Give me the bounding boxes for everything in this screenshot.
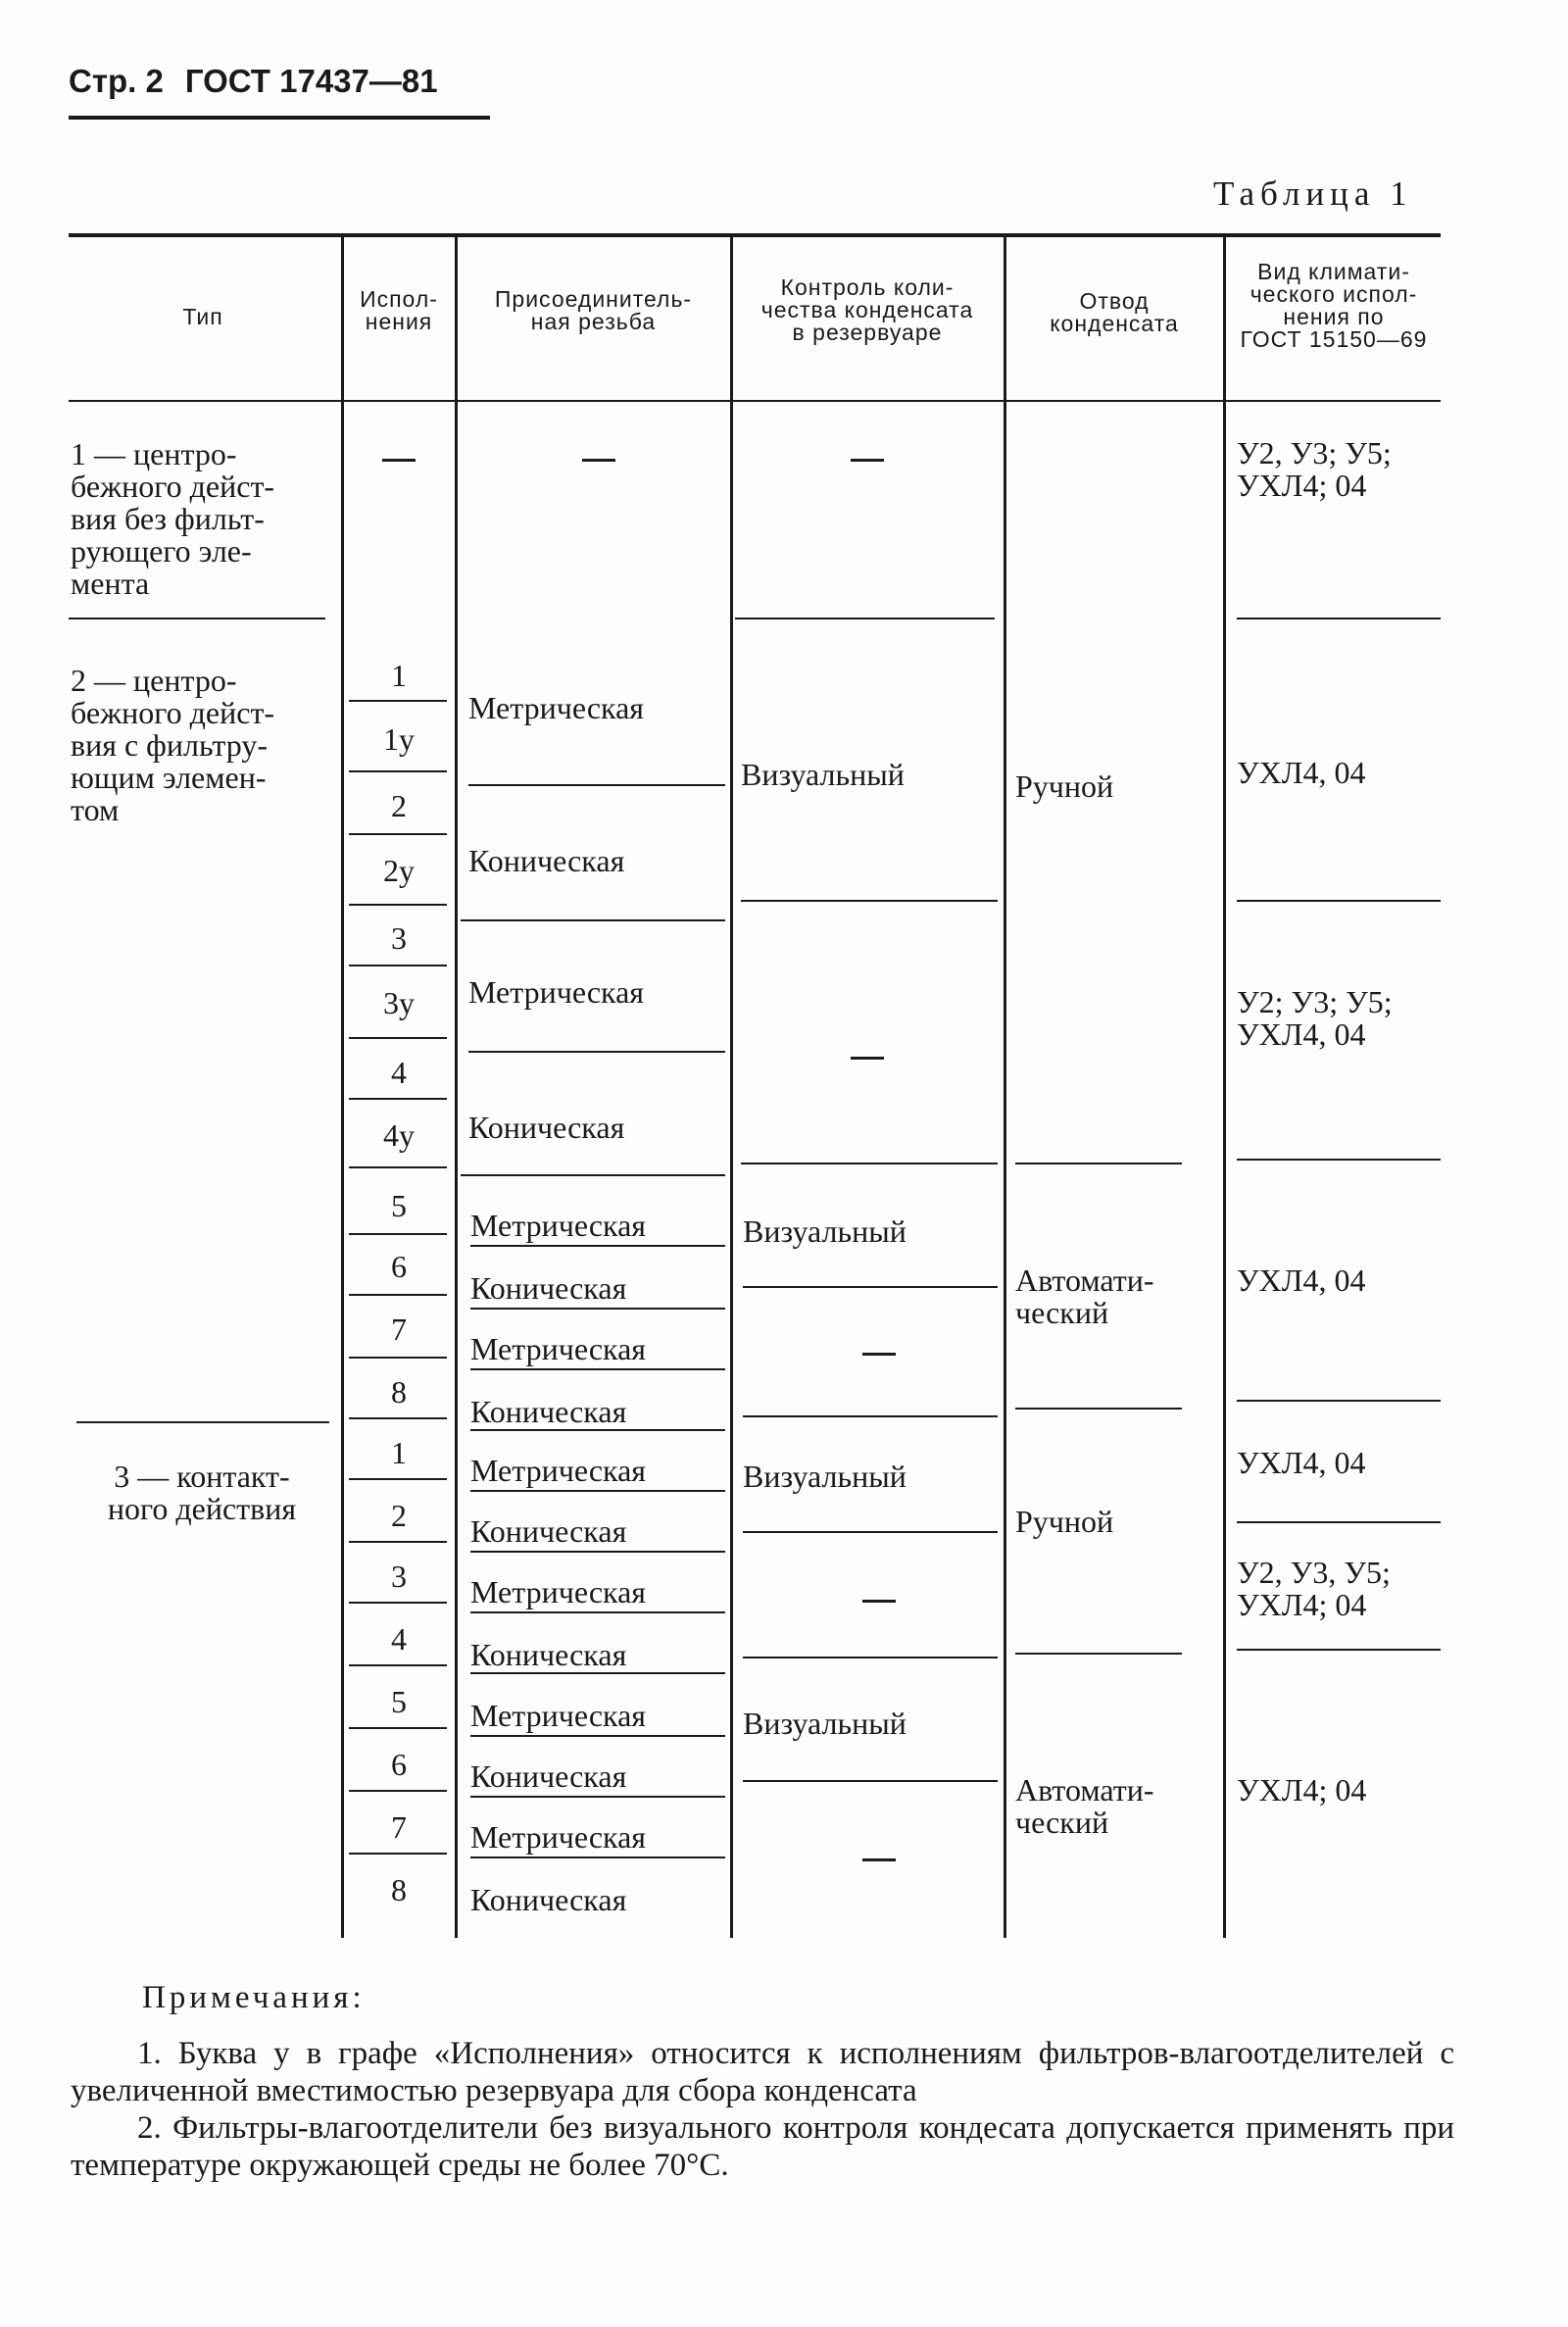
row-rule	[1237, 1521, 1441, 1523]
version-cell: 6	[391, 1249, 407, 1284]
climate-cell: УХЛ4, 04	[1237, 755, 1366, 790]
climate-cell: УХЛ4, 04	[1237, 1445, 1366, 1480]
row-rule	[349, 833, 447, 835]
control-cell: Визуальный	[743, 1459, 906, 1494]
row-rule	[349, 1294, 447, 1296]
row-rule	[470, 1245, 725, 1247]
row-rule	[349, 904, 447, 906]
version-cell: 2	[391, 1498, 407, 1533]
page-header	[69, 63, 460, 100]
dash-mark	[862, 1600, 896, 1603]
version-cell: 2	[391, 788, 407, 823]
row-rule	[349, 1233, 447, 1235]
row-rule	[470, 1672, 725, 1674]
row-rule	[349, 1853, 447, 1855]
version-cell: 4	[391, 1055, 407, 1090]
version-cell: 7	[391, 1809, 407, 1845]
row-rule	[1237, 1649, 1441, 1651]
col-header-drain: Отвод конденсата	[1050, 288, 1179, 336]
control-cell: Визуальный	[743, 1213, 906, 1249]
drain-cell: Автомати- ческий	[1015, 1263, 1154, 1330]
row-rule	[470, 1796, 725, 1798]
dash-mark	[862, 1858, 896, 1861]
version-cell: 2у	[383, 853, 415, 888]
dash-mark	[851, 459, 884, 462]
row-rule	[349, 1664, 447, 1666]
version-cell: 5	[391, 1684, 407, 1719]
drain-cell: Ручной	[1015, 1504, 1114, 1539]
row-rule	[76, 1421, 329, 1423]
version-cell: 5	[391, 1188, 407, 1223]
row-rule	[741, 1163, 998, 1164]
row-rule	[1237, 618, 1441, 619]
type-2-label: 2 — центро- бежного дейст- вия с фильтру- ющим элемен- том	[71, 663, 275, 827]
row-rule	[1237, 1159, 1441, 1161]
col-header-version: Испол- нения	[360, 286, 438, 334]
row-rule	[470, 1368, 725, 1370]
row-rule	[470, 1429, 725, 1431]
col-separator	[455, 237, 458, 1938]
thread-cell: Коническая	[470, 1394, 627, 1429]
climate-cell: УХЛ4; 04	[1237, 1772, 1367, 1807]
header-rule	[69, 116, 490, 120]
row-rule	[349, 1541, 447, 1543]
thread-cell: Метрическая	[470, 1453, 647, 1488]
thread-cell: Коническая	[470, 1882, 627, 1917]
col-separator	[1004, 237, 1006, 1938]
climate-cell: У2; У3; У5; УХЛ4, 04	[1237, 984, 1393, 1052]
row-rule	[349, 1037, 447, 1039]
row-rule	[349, 770, 447, 772]
row-rule	[735, 618, 995, 619]
thread-cell: Коническая	[468, 1110, 625, 1145]
col-header-thread: Присоединитель- ная резьба	[494, 286, 693, 334]
row-rule	[743, 1415, 998, 1417]
note-item: 1. Буква у в графе «Исполнения» относится к исполнениям фильтров-влагоотделителей с увеличенной вместимостью резервуара для сбора конденсата	[71, 2036, 1454, 2108]
col-separator	[1223, 237, 1226, 1938]
thread-cell: Коническая	[470, 1758, 627, 1794]
thread-cell: Метрическая	[470, 1208, 647, 1243]
note-item: 2. Фильтры-влагоотделители без визуального контроля кондесата допускается применять при температуре окружающей среды не более 70°С.	[71, 2110, 1454, 2183]
row-rule	[349, 1478, 447, 1480]
table-caption: Таблица 1	[1213, 174, 1413, 213]
row-rule	[468, 784, 725, 786]
row-rule	[461, 919, 725, 921]
version-cell: 8	[391, 1872, 407, 1907]
row-rule	[743, 1780, 998, 1782]
row-rule	[69, 618, 325, 619]
drain-cell: Ручной	[1015, 768, 1114, 804]
table-top-rule	[69, 233, 1441, 237]
drain-cell: Автомати- ческий	[1015, 1772, 1154, 1840]
row-rule	[468, 1051, 725, 1053]
climate-cell: УХЛ4, 04	[1237, 1263, 1366, 1298]
version-cell: 1	[391, 1435, 407, 1470]
version-cell: 4	[391, 1621, 407, 1657]
version-cell: 6	[391, 1747, 407, 1782]
version-cell: 1у	[383, 721, 415, 757]
version-cell: 3у	[383, 985, 415, 1020]
type-1-label: 1 — центро- бежного дейст- вия без фильт- рующего эле- мента	[71, 436, 275, 601]
version-cell: 7	[391, 1312, 407, 1347]
thread-cell: Метрическая	[468, 974, 645, 1010]
version-cell: 8	[391, 1374, 407, 1410]
thread-cell: Метрическая	[468, 690, 645, 725]
col-header-control: Контроль коли- чества конденсата в резервуаре	[760, 274, 974, 345]
thread-cell: Метрическая	[470, 1819, 647, 1855]
row-rule	[1015, 1408, 1182, 1410]
row-rule	[349, 1602, 447, 1604]
row-rule	[470, 1735, 725, 1737]
col-header-climate: Вид климати- ческого испол- нения по ГОСТ 15150—69	[1240, 259, 1428, 352]
thread-cell: Метрическая	[470, 1574, 647, 1609]
version-cell: 1	[391, 658, 407, 693]
row-rule	[349, 1727, 447, 1729]
thread-cell: Коническая	[470, 1270, 627, 1306]
col-header-type: Тип	[182, 304, 223, 329]
control-cell: Визуальный	[743, 1706, 906, 1741]
row-rule	[1237, 1400, 1441, 1402]
standard-number: ГОСТ 17437—81	[184, 63, 438, 99]
type-3-label: 3 — контакт- ного действия	[107, 1459, 297, 1526]
climate-cell: У2, У3, У5; УХЛ4; 04	[1237, 1555, 1391, 1622]
row-rule	[1015, 1653, 1182, 1655]
row-rule	[743, 1531, 998, 1533]
thread-cell: Коническая	[470, 1513, 627, 1549]
row-rule	[470, 1308, 725, 1310]
row-rule	[470, 1611, 725, 1613]
page-number: Стр. 2	[69, 63, 164, 99]
version-cell: 4у	[383, 1117, 415, 1153]
row-rule	[743, 1286, 998, 1288]
thread-cell: Метрическая	[470, 1331, 647, 1366]
row-rule	[349, 1357, 447, 1359]
version-cell: 3	[391, 1559, 407, 1594]
version-cell: 3	[391, 920, 407, 956]
thread-cell: Коническая	[470, 1637, 627, 1672]
row-rule	[349, 965, 447, 966]
dash-mark	[851, 1057, 884, 1060]
row-rule	[349, 700, 447, 702]
col-separator	[730, 237, 733, 1938]
dash-mark	[382, 459, 416, 462]
row-rule	[461, 1174, 725, 1176]
row-rule	[349, 1098, 447, 1100]
row-rule	[349, 1166, 447, 1168]
thread-cell: Коническая	[468, 843, 625, 878]
row-rule	[349, 1417, 447, 1419]
thread-cell: Метрическая	[470, 1698, 647, 1733]
dash-mark	[862, 1353, 896, 1356]
row-rule	[470, 1490, 725, 1492]
header-bottom-rule	[69, 400, 1441, 402]
row-rule	[470, 1857, 725, 1858]
row-rule	[1015, 1163, 1182, 1164]
dash-mark	[582, 459, 615, 462]
row-rule	[1237, 900, 1441, 902]
climate-cell: У2, У3; У5; УХЛ4; 04	[1237, 435, 1392, 503]
row-rule	[349, 1790, 447, 1792]
row-rule	[741, 900, 998, 902]
row-rule	[470, 1551, 725, 1553]
control-cell: Визуальный	[741, 757, 905, 792]
col-separator	[341, 237, 344, 1938]
notes-title: Примечания:	[142, 1980, 366, 2015]
row-rule	[743, 1657, 998, 1659]
